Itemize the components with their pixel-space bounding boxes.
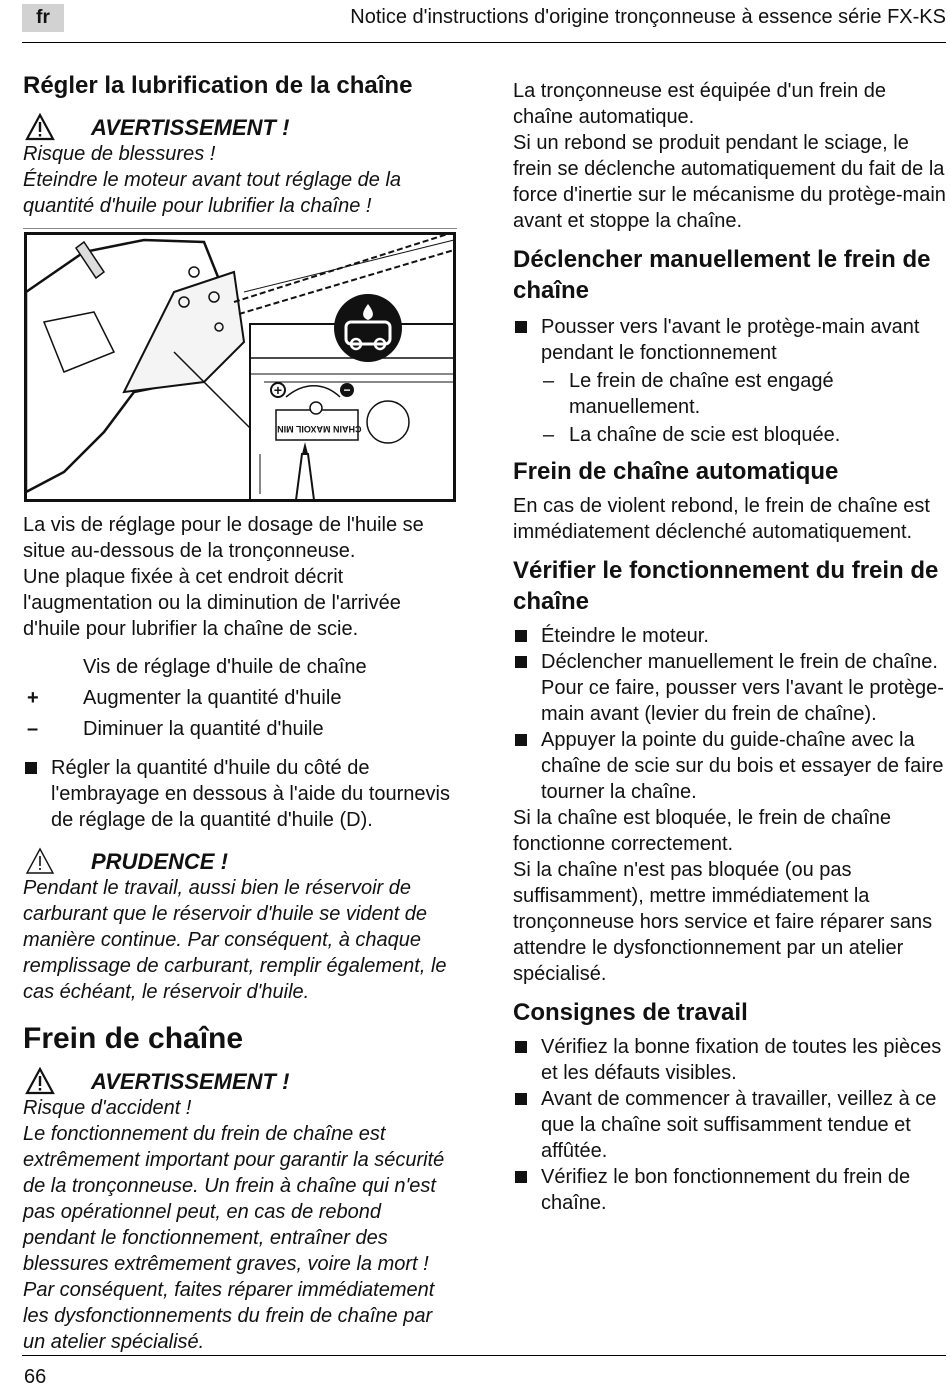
divider — [23, 228, 457, 229]
bullet-square-icon — [515, 1041, 527, 1053]
caution-text: Pendant le travail, aussi bien le réservoir de carburant que le réservoir d'huile se vident de manière continue. Par conséquent, à chaque remplissage de carburant, remplir également, le cas échéant, le réservoir d'huile. — [23, 877, 447, 1003]
warning-triangle-icon — [25, 1067, 55, 1095]
oil-min-label: OIL MIN — [277, 424, 311, 434]
bullet-square-icon — [25, 762, 37, 774]
paragraph-auto-brake: En cas de violent rebond, le frein de chaîne est immédiatement déclenché automatiquement. — [513, 495, 930, 543]
caution-label: PRUDENCE ! — [91, 849, 228, 874]
warning-triangle-icon — [25, 113, 55, 141]
bullet-item — [513, 1034, 949, 1086]
bullet-text: Déclencher manuellement le frein de chaîne. Pour ce faire, pousser vers l'avant le protège-main avant (levier du frein de chaîne). — [541, 651, 944, 725]
section-title-check-brake: Vérifier le fonctionnement du frein de chaîne — [513, 557, 939, 615]
document-title: Notice d'instructions d'origine tronçonneuse à essence série FX-KS — [350, 6, 946, 28]
paragraph-brake-intro: La tronçonneuse est équipée d'un frein de chaîne automatique. — [513, 80, 886, 128]
warning-label: AVERTISSEMENT ! — [91, 1069, 290, 1094]
bullet-item — [513, 1086, 949, 1164]
legend-item — [23, 683, 458, 714]
dash-icon: – — [543, 370, 555, 392]
bullet-text: Appuyer la pointe du guide-chaîne avec la chaîne de scie sur du bois et essayer de faire tourner la chaîne. — [541, 729, 944, 803]
dash-item — [513, 422, 949, 448]
oil-adjustment-figure — [24, 232, 456, 502]
right-column — [513, 78, 949, 1216]
section-title-chain-brake: Frein de chaîne — [23, 1022, 244, 1055]
caution-heading — [23, 849, 458, 875]
bullet-item — [513, 1164, 949, 1216]
bullet-square-icon — [515, 656, 527, 668]
chainsaw-illustration — [24, 232, 456, 502]
legend-item — [23, 652, 458, 683]
warning-text: Éteindre le moteur avant tout réglage de la quantité d'huile pour lubrifier la chaîne ! — [23, 169, 402, 217]
section-title-work-instructions: Consignes de travail — [513, 999, 748, 1026]
warning-heading — [23, 115, 458, 141]
plus-symbol: + — [273, 382, 283, 398]
dash-icon: – — [543, 424, 555, 446]
legend-symbol: – — [27, 718, 39, 740]
warning-heading — [23, 1069, 458, 1095]
bullet-text: Vérifiez la bonne fixation de toutes les pièces et les défauts visibles. — [541, 1036, 942, 1084]
minus-symbol: − — [343, 383, 351, 397]
paragraph-plate-description: Une plaque fixée à cet endroit décrit l'augmentation ou la diminution de l'arrivée d'huile pour lubrifier la chaîne de scie. — [23, 566, 401, 640]
paragraph-screw-location: La vis de réglage pour le dosage de l'huile se situe au-dessous de la tronçonneuse. — [23, 514, 424, 562]
dash-item — [513, 368, 949, 420]
legend-text: Augmenter la quantité d'huile — [83, 687, 342, 709]
bullet-item — [513, 623, 949, 649]
bullet-square-icon — [515, 1171, 527, 1183]
paragraph-kickback: Si un rebond se produit pendant le sciage, le frein se déclenche automatiquement du fait de la force d'inertie sur le mécanisme du protège-main avant et stoppe la chaîne. — [513, 132, 946, 232]
bullet-item — [23, 755, 458, 833]
warning-label: AVERTISSEMENT ! — [91, 115, 290, 140]
legend-item — [23, 714, 458, 745]
bullet-square-icon — [515, 630, 527, 642]
chain-max-label: CHAIN MAX — [310, 424, 362, 434]
bullet-item — [513, 314, 949, 366]
bullet-square-icon — [515, 1093, 527, 1105]
legend-text: Diminuer la quantité d'huile — [83, 718, 324, 740]
bullet-text: Éteindre le moteur. — [541, 625, 709, 647]
page-number: 66 — [24, 1366, 47, 1388]
bullet-text: Pousser vers l'avant le protège-main avant pendant le fonctionnement — [541, 316, 920, 364]
page-header — [22, 0, 946, 43]
language-badge: fr — [22, 4, 64, 32]
bullet-text: Vérifiez le bon fonctionnement du frein de chaîne. — [541, 1166, 911, 1214]
legend-symbol: + — [27, 687, 39, 709]
legend-text: Vis de réglage d'huile de chaîne — [83, 656, 367, 678]
footer-divider — [22, 1355, 946, 1356]
caution-triangle-icon — [25, 847, 55, 875]
bullet-text: Régler la quantité d'huile du côté de l'embrayage en dessous à l'aide du tournevis de réglage de la quantité d'huile (D). — [51, 757, 450, 831]
warning-line: Risque de blessures ! — [23, 143, 216, 165]
warning-line: Risque d'accident ! — [23, 1097, 192, 1119]
bullet-square-icon — [515, 734, 527, 746]
dash-text: Le frein de chaîne est engagé manuellement. — [569, 370, 834, 418]
paragraph-check-ok: Si la chaîne est bloquée, le frein de chaîne fonctionne correctement. — [513, 807, 892, 855]
left-column — [23, 70, 458, 219]
bullet-square-icon — [515, 321, 527, 333]
section-title-lubrication: Régler la lubrification de la chaîne — [23, 72, 413, 99]
bullet-item — [513, 727, 949, 805]
left-column-lower — [23, 512, 458, 1355]
bullet-text: Avant de commencer à travailler, veillez à ce que la chaîne soit suffisamment tendue et affûtée. — [541, 1088, 937, 1162]
section-title-manual-brake: Déclencher manuellement le frein de chaîne — [513, 246, 931, 304]
paragraph-check-fail: Si la chaîne n'est pas bloquée (ou pas suffisamment), mettre immédiatement la tronçonneuse hors service et faire réparer sans attendre le dysfonctionnement par un atelier spécialisé. — [513, 859, 933, 985]
bullet-item — [513, 649, 949, 727]
dash-text: La chaîne de scie est bloquée. — [569, 424, 841, 446]
warning-text: Le fonctionnement du frein de chaîne est extrêmement important pour garantir la sécurité de la tronçonneuse. Un frein à chaîne qui n'est pas opérationnel peut, en cas de rebond pendant le fonctionnement, entraîner des blessures extrêmement graves, voire la mort ! Par conséquent, faites réparer immédiatement les dysfonctionnements du frein de chaîne par un atelier spécialisé. — [23, 1123, 445, 1353]
section-title-auto-brake: Frein de chaîne automatique — [513, 458, 839, 485]
